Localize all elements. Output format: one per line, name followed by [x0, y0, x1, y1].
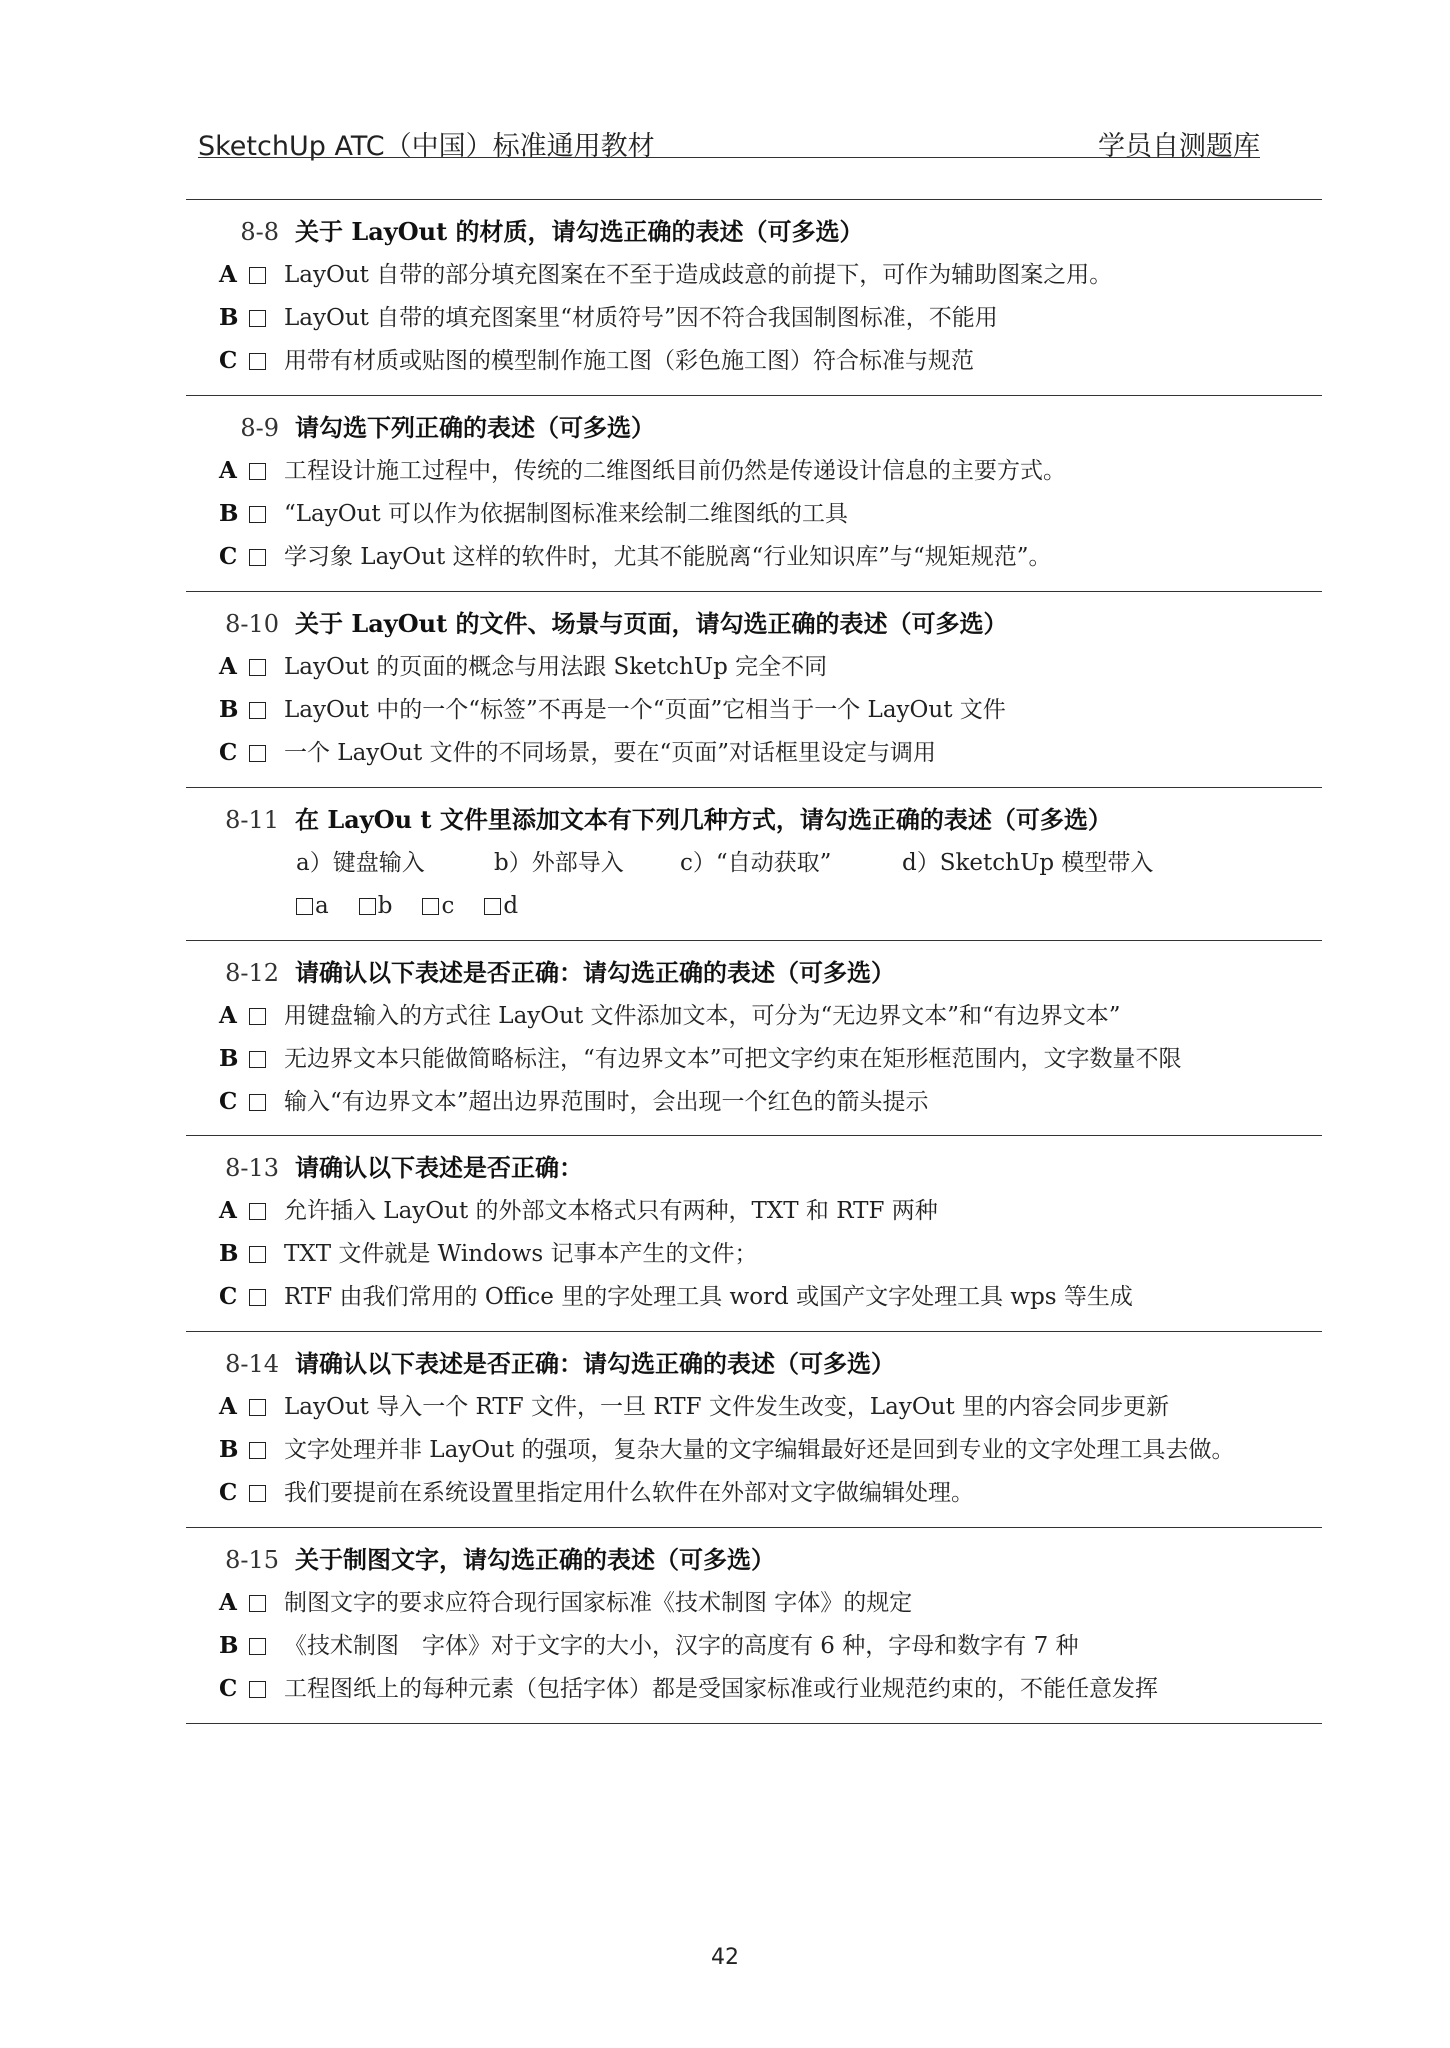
option-checkbox[interactable] [249, 267, 266, 284]
option-row [219, 1674, 1158, 1704]
option-text: LayOut 中的一个“标签”不再是一个“页面”它相当于一个 LayOut 文件 [284, 697, 1006, 723]
option-text: 学习象 LayOut 这样的软件时，尤其不能脱离“行业知识库”与“规矩规范”。 [284, 544, 1052, 570]
sub-item: a）键盘输入 [296, 850, 425, 876]
sub-item: c）“自动获取” [680, 850, 832, 876]
checkbox-box[interactable] [296, 898, 313, 915]
question-number: 8-15 [225, 1546, 279, 1574]
option-text: 输入“有边界文本”超出边界范围时，会出现一个红色的箭头提示 [284, 1089, 929, 1115]
option-letter: A [219, 1002, 237, 1029]
question-heading [205, 1545, 775, 1575]
option-letter: B [219, 696, 239, 723]
option-letter: C [219, 1675, 238, 1702]
option-checkbox[interactable] [249, 1094, 266, 1111]
header-section: 学员自测题库 [1098, 131, 1260, 162]
option-row [219, 346, 974, 376]
question-number: 8-12 [225, 959, 279, 987]
option-text: 用键盘输入的方式往 LayOut 文件添加文本，可分为“无边界文本”和“有边界文本” [284, 1003, 1121, 1029]
option-checkbox[interactable] [249, 1681, 266, 1698]
question-number: 8-11 [225, 806, 279, 834]
choice-checkbox[interactable] [296, 891, 329, 921]
option-checkbox[interactable] [249, 353, 266, 370]
option-checkbox[interactable] [249, 1485, 266, 1502]
question-heading [205, 958, 895, 988]
option-text: “LayOut 可以作为依据制图标准来绘制二维图纸的工具 [284, 501, 848, 527]
page-number: 42 [711, 1945, 739, 1970]
header-title: SketchUp ATC（中国）标准通用教材 [198, 131, 655, 162]
option-text: 工程设计施工过程中，传统的二维图纸目前仍然是传递设计信息的主要方式。 [284, 458, 1066, 484]
option-letter: C [219, 1283, 238, 1310]
checkbox-label: b [377, 893, 393, 919]
option-checkbox[interactable] [249, 1203, 266, 1220]
checkbox-row [296, 891, 548, 921]
option-text: 工程图纸上的每种元素（包括字体）都是受国家标准或行业规范约束的，不能任意发挥 [284, 1676, 1158, 1702]
option-letter: A [219, 1393, 237, 1420]
question-number: 8-13 [225, 1154, 279, 1182]
option-letter: A [219, 1197, 237, 1224]
option-text: 用带有材质或贴图的模型制作施工图（彩色施工图）符合标准与规范 [284, 348, 974, 374]
option-row [219, 1196, 938, 1226]
option-row [219, 542, 1052, 572]
checkbox-label: d [503, 893, 519, 919]
checkbox-label: a [315, 893, 329, 919]
option-row [219, 1392, 1169, 1422]
checkbox-box[interactable] [359, 898, 376, 915]
option-text: 制图文字的要求应符合现行国家标准《技术制图 字体》的规定 [284, 1590, 913, 1616]
question-number: 8-9 [240, 414, 279, 442]
option-letter: C [219, 1088, 238, 1115]
question-divider [186, 591, 1322, 592]
question-divider [186, 1527, 1322, 1528]
option-checkbox[interactable] [249, 1008, 266, 1025]
option-row [219, 695, 1006, 725]
option-letter: A [219, 457, 237, 484]
option-letter: C [219, 543, 238, 570]
option-text: TXT 文件就是 Windows 记事本产生的文件； [284, 1241, 758, 1267]
option-row [219, 499, 848, 529]
question-heading [205, 1349, 895, 1379]
page-header [198, 124, 1260, 160]
question-text: 在 LayOu t 文件里添加文本有下列几种方式，请勾选正确的表述（可多选） [295, 805, 1112, 834]
option-checkbox[interactable] [249, 1595, 266, 1612]
option-text: 无边界文本只能做简略标注，“有边界文本”可把文字约束在矩形框范围内，文字数量不限 [284, 1046, 1182, 1072]
option-row [219, 1239, 757, 1269]
option-row [219, 652, 827, 682]
question-number: 8-10 [225, 610, 279, 638]
option-checkbox[interactable] [249, 659, 266, 676]
option-letter: A [219, 261, 237, 288]
option-letter: C [219, 347, 238, 374]
sub-item: d）SketchUp 模型带入 [902, 850, 1154, 876]
option-row [219, 1044, 1182, 1074]
question-divider [186, 1723, 1322, 1724]
question-number: 8-8 [240, 218, 279, 246]
option-letter: A [219, 653, 237, 680]
option-checkbox[interactable] [249, 745, 266, 762]
option-row [219, 1435, 1235, 1465]
option-letter: B [219, 1045, 239, 1072]
option-checkbox[interactable] [249, 1399, 266, 1416]
option-letter: B [219, 500, 239, 527]
option-text: 我们要提前在系统设置里指定用什么软件在外部对文字做编辑处理。 [284, 1480, 974, 1506]
question-text: 请确认以下表述是否正确：请勾选正确的表述（可多选） [295, 1349, 895, 1378]
question-divider [186, 199, 1322, 200]
option-checkbox[interactable] [249, 1638, 266, 1655]
option-checkbox[interactable] [249, 1246, 266, 1263]
option-letter: C [219, 739, 238, 766]
choice-checkbox[interactable] [359, 891, 393, 921]
option-row [219, 1588, 912, 1618]
question-divider [186, 395, 1322, 396]
sub-item: b）外部导入 [494, 850, 624, 876]
question-divider [186, 1135, 1322, 1136]
choice-checkbox[interactable] [484, 891, 518, 921]
option-checkbox[interactable] [249, 506, 266, 523]
option-letter: C [219, 1479, 238, 1506]
question-heading [205, 217, 864, 247]
question-divider [186, 940, 1322, 941]
option-row [219, 1282, 1133, 1312]
option-checkbox[interactable] [249, 463, 266, 480]
question-heading [205, 805, 1112, 835]
option-text: LayOut 自带的部分填充图案在不至于造成歧意的前提下，可作为辅助图案之用。 [284, 262, 1113, 288]
option-text: LayOut 自带的填充图案里“材质符号”因不符合我国制图标准，不能用 [284, 305, 998, 331]
option-text: LayOut 导入一个 RTF 文件，一旦 RTF 文件发生改变，LayOut 里的内容会同步更新 [284, 1394, 1170, 1420]
question-text: 请勾选下列正确的表述（可多选） [295, 413, 655, 442]
question-divider [186, 1331, 1322, 1332]
option-row [219, 738, 936, 768]
option-row [219, 303, 998, 333]
option-checkbox[interactable] [249, 702, 266, 719]
option-row [219, 456, 1066, 486]
option-checkbox[interactable] [249, 1051, 266, 1068]
option-text: 《技术制图 字体》对于文字的大小，汉字的高度有 6 种，字母和数字有 7 种 [284, 1633, 1079, 1659]
question-text: 关于 LayOut 的文件、场景与页面，请勾选正确的表述（可多选） [295, 609, 1008, 638]
option-letter: B [219, 1632, 239, 1659]
option-checkbox[interactable] [249, 310, 266, 327]
question-text: 关于 LayOut 的材质，请勾选正确的表述（可多选） [295, 217, 864, 246]
option-text: 文字处理并非 LayOut 的强项，复杂大量的文字编辑最好还是回到专业的文字处理工具去做。 [284, 1437, 1235, 1463]
option-row [219, 1001, 1121, 1031]
checkbox-label: c [441, 893, 455, 919]
checkbox-box[interactable] [422, 898, 439, 915]
question-text: 请确认以下表述是否正确：请勾选正确的表述（可多选） [295, 958, 895, 987]
option-row [219, 260, 1112, 290]
question-heading [205, 1153, 583, 1183]
option-text: 允许插入 LayOut 的外部文本格式只有两种，TXT 和 RTF 两种 [284, 1198, 938, 1224]
option-text: 一个 LayOut 文件的不同场景，要在“页面”对话框里设定与调用 [284, 740, 937, 766]
question-number: 8-14 [225, 1350, 279, 1378]
option-text: LayOut 的页面的概念与用法跟 SketchUp 完全不同 [284, 654, 828, 680]
option-text: RTF 由我们常用的 Office 里的字处理工具 word 或国产文字处理工具 wps 等生成 [284, 1284, 1133, 1310]
question-divider [186, 787, 1322, 788]
option-row [219, 1478, 974, 1508]
question-heading [205, 413, 655, 443]
question-heading [205, 609, 1008, 639]
option-letter: A [219, 1589, 237, 1616]
question-text: 关于制图文字，请勾选正确的表述（可多选） [295, 1545, 775, 1574]
option-checkbox[interactable] [249, 1442, 266, 1459]
option-checkbox[interactable] [249, 1289, 266, 1306]
option-letter: B [219, 304, 239, 331]
option-row [219, 1087, 929, 1117]
sub-items-row [296, 848, 1162, 878]
option-checkbox[interactable] [249, 549, 266, 566]
choice-checkbox[interactable] [422, 891, 454, 921]
question-text: 请确认以下表述是否正确： [295, 1153, 583, 1182]
option-letter: B [219, 1240, 239, 1267]
checkbox-box[interactable] [484, 898, 501, 915]
option-row [219, 1631, 1079, 1661]
header-rule [198, 157, 1260, 158]
option-letter: B [219, 1436, 239, 1463]
